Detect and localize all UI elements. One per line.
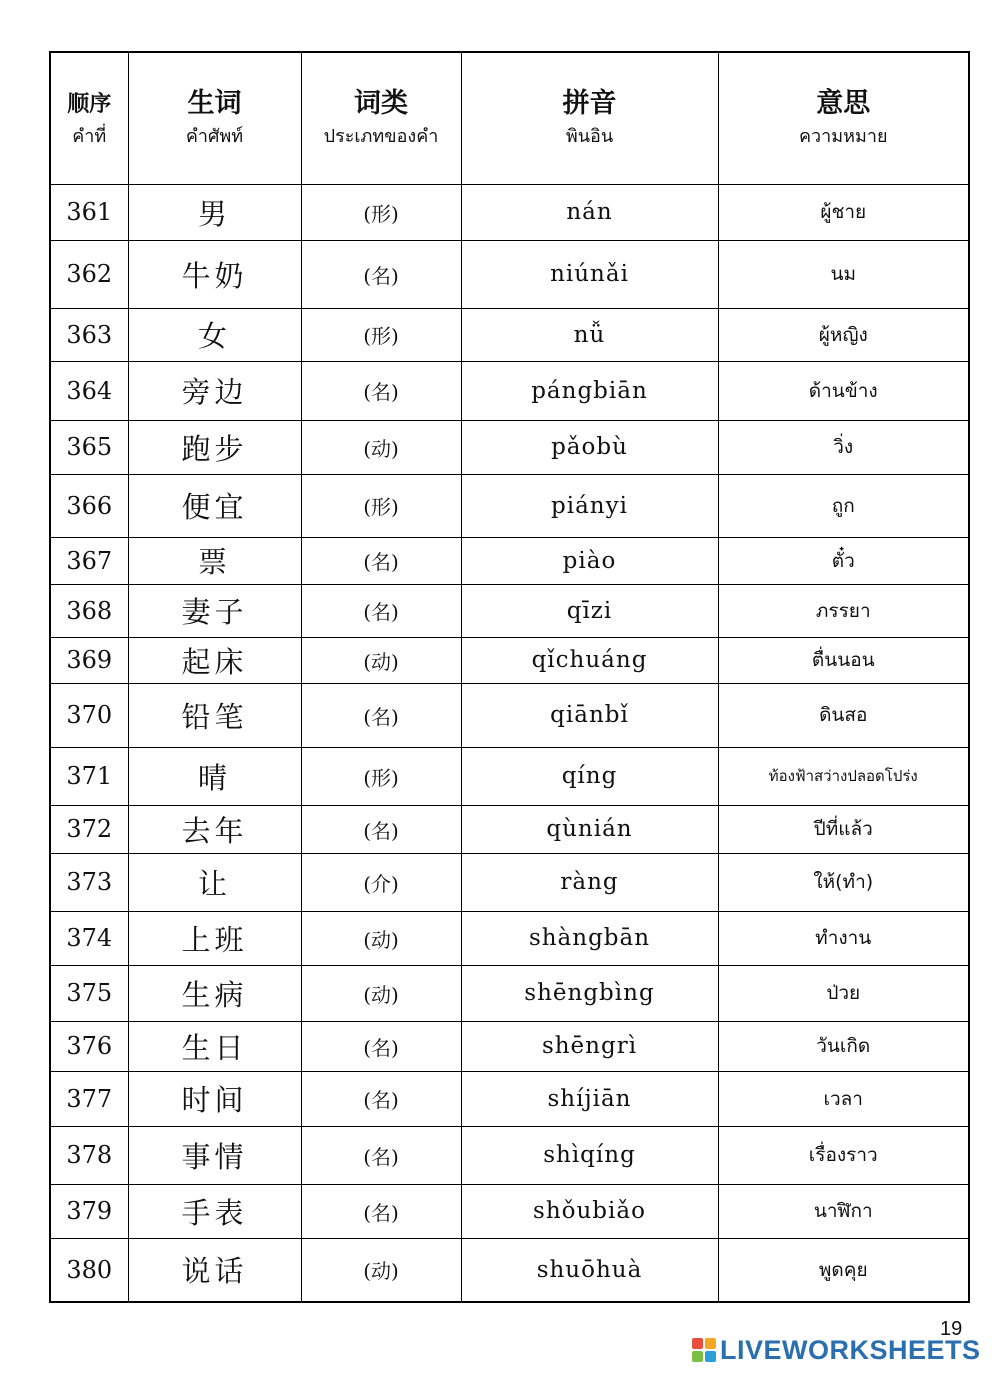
- row-number: 362: [50, 240, 128, 308]
- row-pinyin: shēngrì: [461, 1021, 718, 1071]
- row-meaning: ถูก: [718, 474, 969, 537]
- row-number: 380: [50, 1238, 128, 1302]
- row-pinyin: shàngbān: [461, 911, 718, 965]
- header-pos-cn: 词类: [354, 88, 408, 120]
- row-number: 361: [50, 184, 128, 240]
- table-row: [50, 184, 969, 240]
- row-number: 363: [50, 308, 128, 361]
- row-pos: (形): [301, 184, 461, 240]
- row-pos: (形): [301, 308, 461, 361]
- row-meaning: เวลา: [718, 1071, 969, 1126]
- row-meaning: นม: [718, 240, 969, 308]
- row-number: 370: [50, 683, 128, 747]
- row-pinyin: nǚ: [461, 308, 718, 361]
- row-meaning: ตั๋ว: [718, 537, 969, 584]
- row-pinyin: piào: [461, 537, 718, 584]
- row-number: 365: [50, 420, 128, 474]
- row-number: 366: [50, 474, 128, 537]
- table-row: [50, 361, 969, 420]
- row-number: 373: [50, 853, 128, 911]
- row-word: 生病: [128, 965, 301, 1021]
- row-number: 374: [50, 911, 128, 965]
- row-number: 371: [50, 747, 128, 805]
- row-word: 上班: [128, 911, 301, 965]
- row-pos: (介): [301, 853, 461, 911]
- header-word-cn: 生词: [187, 88, 242, 120]
- row-pos: (名): [301, 584, 461, 637]
- row-number: 369: [50, 637, 128, 683]
- row-number: 368: [50, 584, 128, 637]
- row-pinyin: shēngbìng: [461, 965, 718, 1021]
- logo-square-icon: [692, 1351, 703, 1362]
- row-pos: (动): [301, 1238, 461, 1302]
- row-pinyin: shǒubiǎo: [461, 1184, 718, 1238]
- row-word: 晴: [128, 747, 301, 805]
- row-meaning: ให้(ทำ): [718, 853, 969, 911]
- row-word: 跑步: [128, 420, 301, 474]
- row-meaning: วิ่ง: [718, 420, 969, 474]
- row-word: 旁边: [128, 361, 301, 420]
- row-meaning: ภรรยา: [718, 584, 969, 637]
- table-row: [50, 683, 969, 747]
- row-pos: (动): [301, 637, 461, 683]
- table-row: [50, 1184, 969, 1238]
- row-word: 生日: [128, 1021, 301, 1071]
- row-pos: (动): [301, 911, 461, 965]
- row-word: 男: [128, 184, 301, 240]
- table-row: [50, 1238, 969, 1302]
- page-number: 19: [940, 1318, 963, 1340]
- row-meaning: ท้องฟ้าสว่างปลอดโปร่ง: [718, 747, 969, 805]
- row-word: 票: [128, 537, 301, 584]
- liveworksheets-logo-icon: [692, 1338, 716, 1362]
- table-row: [50, 1021, 969, 1071]
- row-meaning: ปีที่แล้ว: [718, 805, 969, 853]
- row-pinyin: niúnǎi: [461, 240, 718, 308]
- row-number: 372: [50, 805, 128, 853]
- row-pinyin: pángbiān: [461, 361, 718, 420]
- header-meaning-th: ความหมาย: [798, 126, 888, 148]
- row-word: 说话: [128, 1238, 301, 1302]
- table-row: [50, 474, 969, 537]
- row-pinyin: qùnián: [461, 805, 718, 853]
- header-row: [50, 52, 969, 184]
- row-pos: (名): [301, 361, 461, 420]
- table-row: [50, 240, 969, 308]
- logo-square-icon: [705, 1351, 716, 1362]
- row-word: 妻子: [128, 584, 301, 637]
- row-meaning: ดินสอ: [718, 683, 969, 747]
- row-meaning: ผู้ชาย: [718, 184, 969, 240]
- row-pos: (形): [301, 474, 461, 537]
- row-pinyin: pǎobù: [461, 420, 718, 474]
- table-row: [50, 1126, 969, 1184]
- row-word: 便宜: [128, 474, 301, 537]
- row-pinyin: piányi: [461, 474, 718, 537]
- row-pinyin: shìqíng: [461, 1126, 718, 1184]
- row-pinyin: ràng: [461, 853, 718, 911]
- row-pos: (名): [301, 683, 461, 747]
- header-order: [50, 52, 128, 184]
- table-row: [50, 420, 969, 474]
- row-word: 女: [128, 308, 301, 361]
- table-row: [50, 805, 969, 853]
- row-pinyin: qǐchuáng: [461, 637, 718, 683]
- table-row: [50, 911, 969, 965]
- row-meaning: ด้านข้าง: [718, 361, 969, 420]
- row-pinyin: shíjiān: [461, 1071, 718, 1126]
- row-pos: (名): [301, 805, 461, 853]
- row-pinyin: qiānbǐ: [461, 683, 718, 747]
- logo-square-icon: [705, 1338, 716, 1349]
- row-pos: (名): [301, 1184, 461, 1238]
- table-row: [50, 747, 969, 805]
- row-word: 去年: [128, 805, 301, 853]
- row-meaning: วันเกิด: [718, 1021, 969, 1071]
- header-pos-th: ประเภทของคำ: [323, 126, 439, 148]
- row-pos: (名): [301, 1126, 461, 1184]
- table-row: [50, 637, 969, 683]
- row-pos: (名): [301, 1071, 461, 1126]
- row-meaning: ป่วย: [718, 965, 969, 1021]
- row-word: 事情: [128, 1126, 301, 1184]
- row-pos: (动): [301, 420, 461, 474]
- row-pos: (名): [301, 1021, 461, 1071]
- row-pinyin: shuōhuà: [461, 1238, 718, 1302]
- header-pinyin-th: พินอิน: [565, 126, 614, 148]
- table-row: [50, 1071, 969, 1126]
- row-number: 364: [50, 361, 128, 420]
- row-pos: (形): [301, 747, 461, 805]
- row-pos: (名): [301, 537, 461, 584]
- row-pos: (动): [301, 965, 461, 1021]
- header-pinyin: [461, 52, 718, 184]
- table-row: [50, 537, 969, 584]
- brand-name: LIVEWORKSHEETS: [720, 1334, 981, 1365]
- row-word: 让: [128, 853, 301, 911]
- header-order-th: คำที่: [72, 126, 107, 148]
- row-number: 377: [50, 1071, 128, 1126]
- row-number: 375: [50, 965, 128, 1021]
- table-row: [50, 965, 969, 1021]
- header-meaning: [718, 52, 969, 184]
- row-number: 367: [50, 537, 128, 584]
- row-meaning: ผู้หญิง: [718, 308, 969, 361]
- row-word: 牛奶: [128, 240, 301, 308]
- vocabulary-table: [49, 51, 970, 1303]
- header-word-th: คำศัพท์: [185, 126, 244, 148]
- row-word: 时间: [128, 1071, 301, 1126]
- header-pos: [301, 52, 461, 184]
- row-word: 起床: [128, 637, 301, 683]
- logo-square-icon: [692, 1338, 703, 1349]
- row-number: 378: [50, 1126, 128, 1184]
- row-meaning: ทำงาน: [718, 911, 969, 965]
- row-meaning: เรื่องราว: [718, 1126, 969, 1184]
- table-row: [50, 308, 969, 361]
- liveworksheets-logo[interactable]: [692, 1336, 981, 1364]
- row-word: 铅笔: [128, 683, 301, 747]
- row-meaning: ตื่นนอน: [718, 637, 969, 683]
- row-meaning: พูดคุย: [718, 1238, 969, 1302]
- header-word: [128, 52, 301, 184]
- row-meaning: นาฬิกา: [718, 1184, 969, 1238]
- row-pinyin: qíng: [461, 747, 718, 805]
- row-number: 376: [50, 1021, 128, 1071]
- row-pos: (名): [301, 240, 461, 308]
- header-meaning-cn: 意思: [816, 88, 871, 120]
- table-row: [50, 853, 969, 911]
- header-order-cn: 顺序: [67, 91, 112, 118]
- row-pinyin: qīzi: [461, 584, 718, 637]
- row-word: 手表: [128, 1184, 301, 1238]
- row-pinyin: nán: [461, 184, 718, 240]
- header-pinyin-cn: 拼音: [562, 88, 617, 120]
- table-row: [50, 584, 969, 637]
- row-number: 379: [50, 1184, 128, 1238]
